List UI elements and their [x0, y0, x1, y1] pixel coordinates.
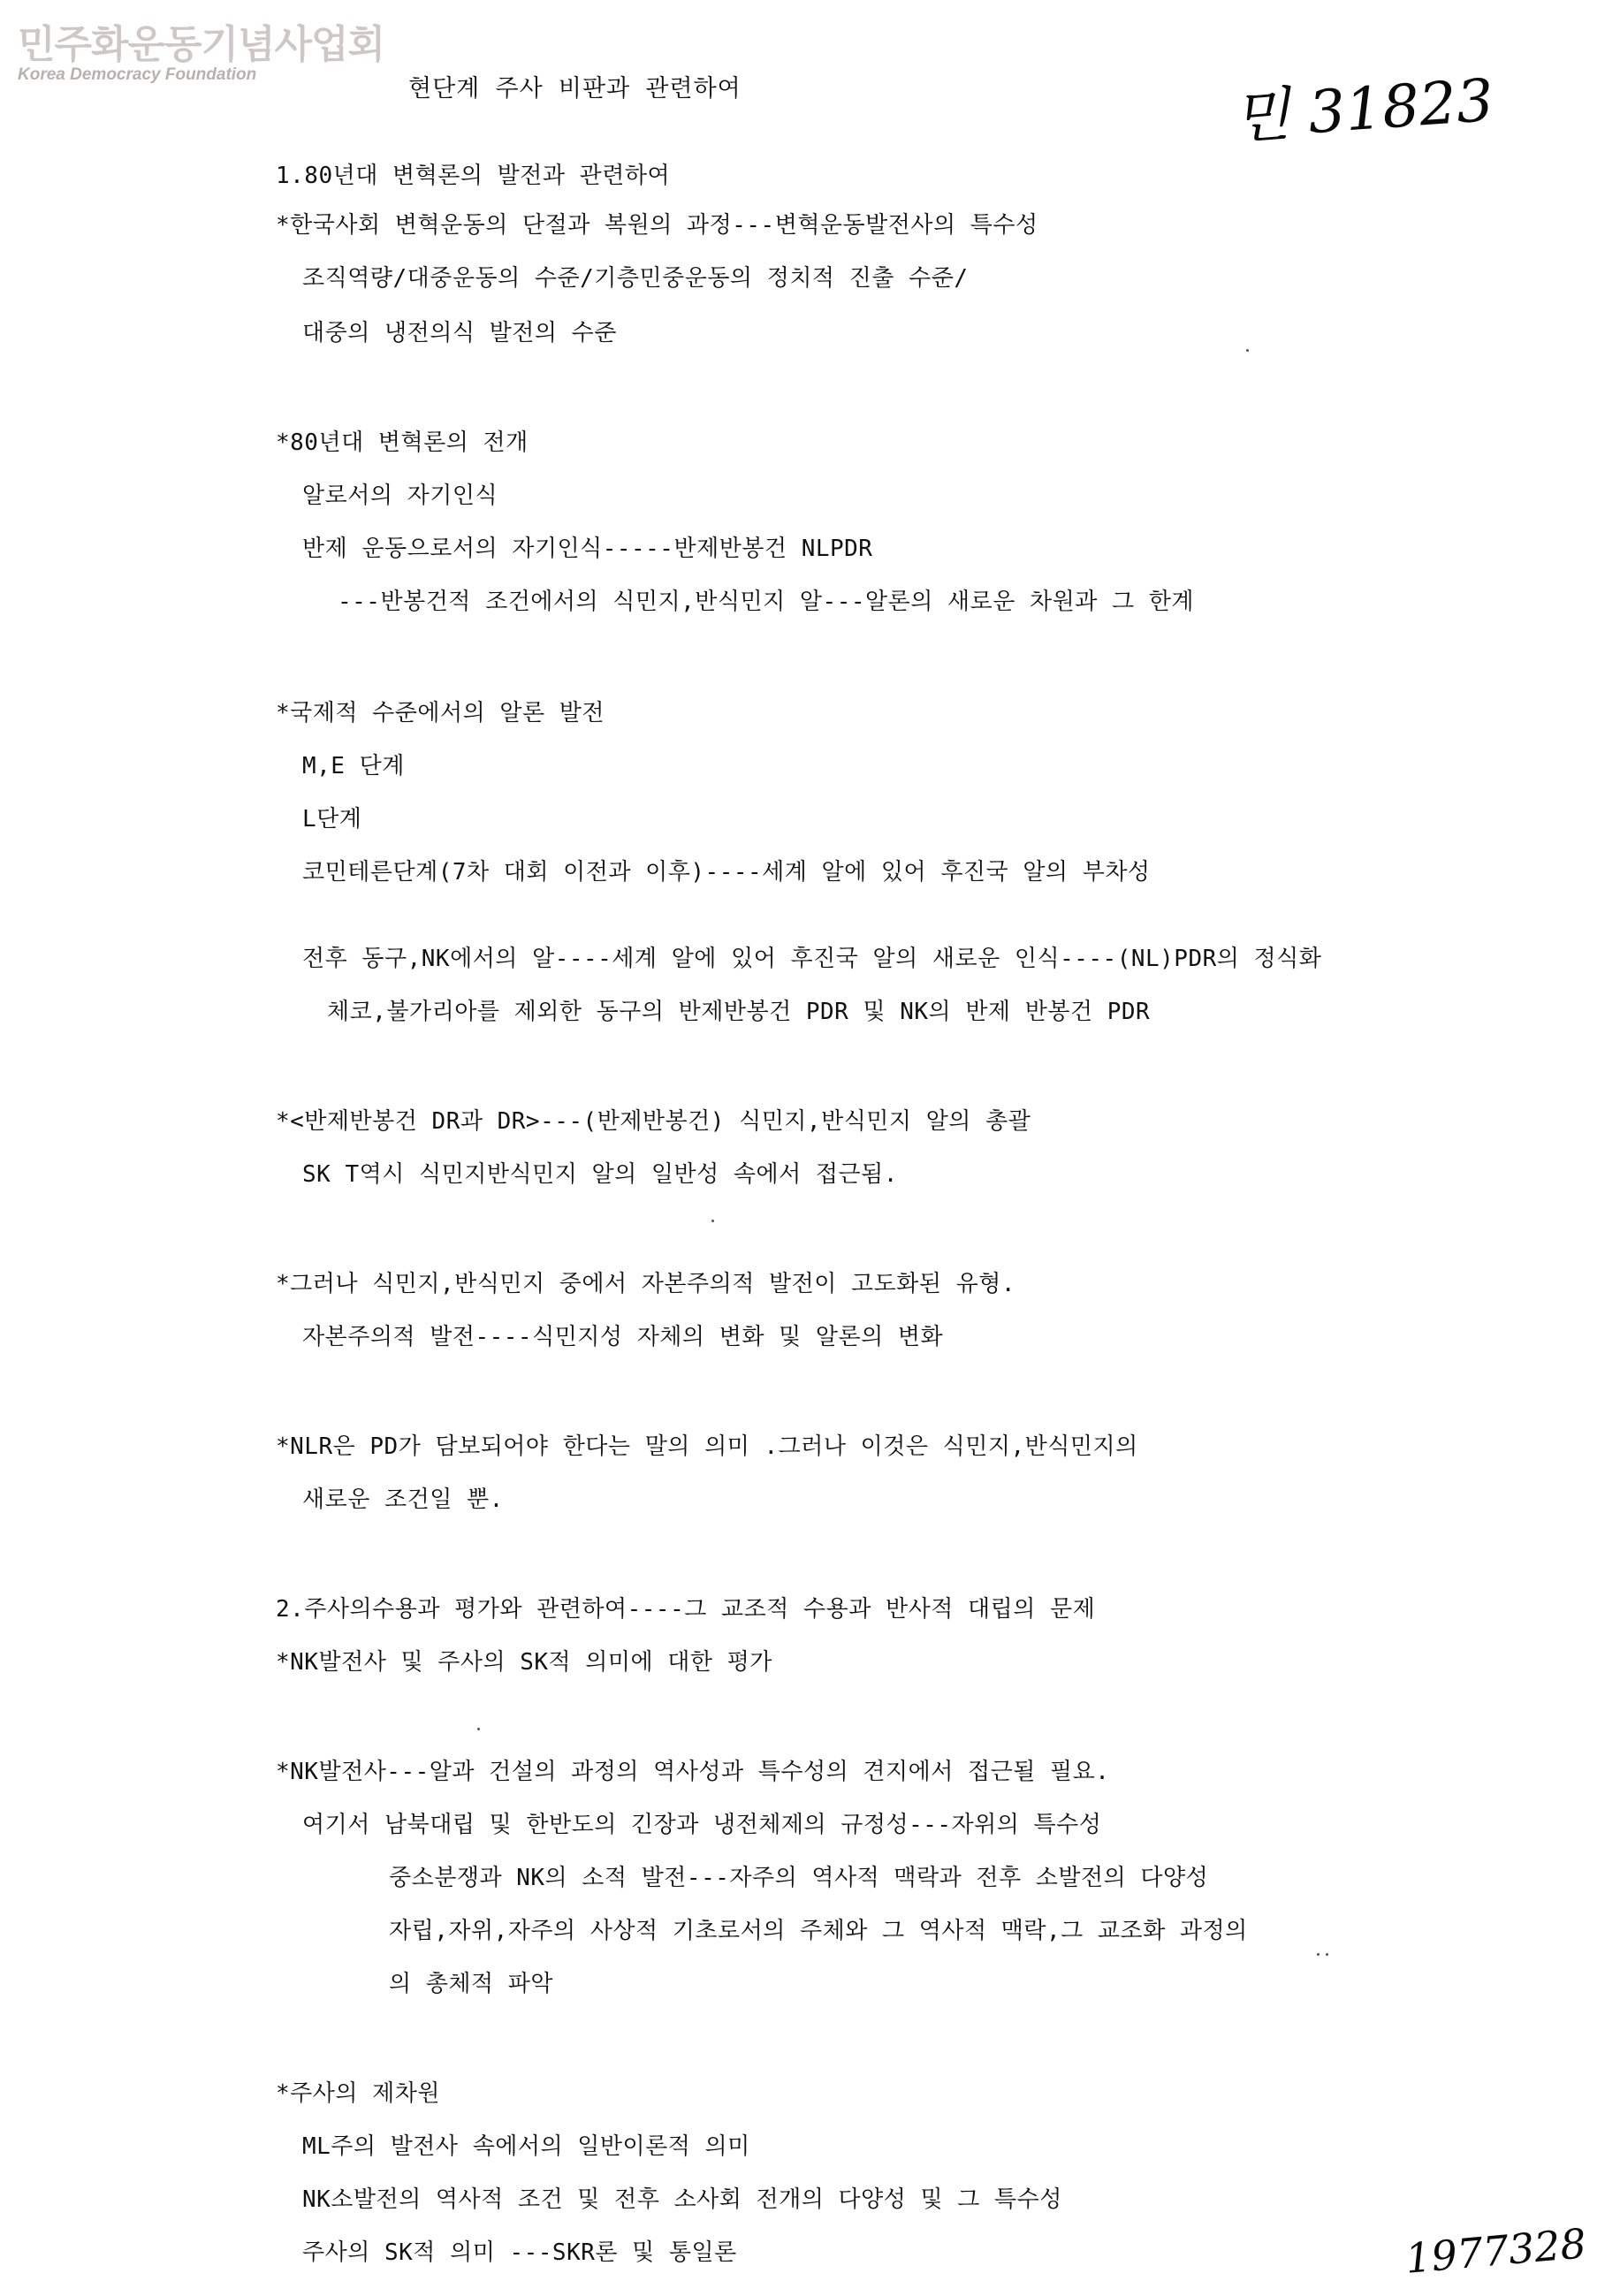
text-line: 자립,자위,자주의 사상적 기초로서의 주체와 그 역사적 맥락,그 교조화 과정의: [389, 1918, 1248, 1944]
text-line: 대중의 냉전의식 발전의 수준: [302, 320, 617, 346]
text-line: *그러나 식민지,반식민지 중에서 자본주의적 발전이 고도화된 유형.: [276, 1271, 1016, 1297]
scan-speck: [477, 1728, 480, 1730]
text-line: 조직역량/대중운동의 수준/기층민중운동의 정치적 진출 수준/: [302, 265, 969, 292]
page-title: 현단계 주사 비판과 관련하여: [408, 75, 742, 103]
text-line: 2.주사의수용과 평가와 관련하여----그 교조적 수용과 반사적 대립의 문제: [276, 1596, 1096, 1623]
text-line: 의 총체적 파악: [389, 1971, 554, 1997]
scan-speck: [711, 1220, 714, 1222]
text-line: NK소발전의 역사적 조건 및 전후 소사회 전개의 다양성 및 그 특수성: [302, 2186, 1062, 2213]
text-line: 반제 운동으로서의 자기인식-----반제반봉건 NLPDR: [302, 536, 873, 562]
text-line: SK T역시 식민지반식민지 알의 일반성 속에서 접근됨.: [302, 1161, 898, 1188]
text-line: 주사의 SK적 의미 ---SKR론 및 통일론: [302, 2239, 737, 2266]
text-line: 새로운 조건일 뿐.: [302, 1486, 504, 1513]
text-line: 여기서 남북대립 및 한반도의 긴장과 냉전체제의 규정성---자위의 특수성: [302, 1812, 1102, 1838]
scan-speck: [1317, 1953, 1320, 1956]
text-line: ---반봉건적 조건에서의 식민지,반식민지 알---알론의 새로운 차원과 그 한계: [338, 589, 1195, 615]
text-line: L단계: [302, 806, 362, 832]
text-line: ML주의 발전사 속에서의 일반이론적 의미: [302, 2133, 750, 2160]
text-line: *국제적 수준에서의 알론 발전: [276, 700, 605, 726]
text-line: *NLR은 PD가 담보되어야 한다는 말의 의미 .그러나 이것은 식민지,반식민지의: [276, 1433, 1138, 1460]
text-line: 중소분쟁과 NK의 소적 발전---자주의 역사적 맥락과 전후 소발전의 다양성: [389, 1865, 1209, 1891]
text-line: 전후 동구,NK에서의 알----세계 알에 있어 후진국 알의 새로운 인식----(NL)PDR의 정식화: [302, 946, 1322, 972]
text-line: *<반제반봉건 DR과 DR>---(반제반봉건) 식민지,반식민지 알의 총괄: [276, 1108, 1031, 1135]
watermark-english: Korea Democracy Foundation: [18, 65, 257, 84]
text-line: 체코,불가리아를 제외한 동구의 반제반봉건 PDR 및 NK의 반제 반봉건 PDR: [327, 999, 1151, 1025]
text-line: M,E 단계: [302, 753, 405, 779]
text-line: *NK발전사---알과 건설의 과정의 역사성과 특수성의 견지에서 접근될 필요.: [276, 1759, 1110, 1785]
watermark-korean: 민주화운동기념사업회: [18, 22, 385, 67]
text-line: *NK발전사 및 주사의 SK적 의미에 대한 평가: [276, 1649, 772, 1676]
handwritten-date: 1977328: [1403, 2219, 1588, 2283]
text-line: 코민테른단계(7차 대회 이전과 이후)----세계 알에 있어 후진국 알의 부차성: [302, 859, 1151, 886]
text-line: *한국사회 변혁운동의 단절과 복원의 과정---변혁운동발전사의 특수성: [276, 212, 1038, 239]
text-line: 자본주의적 발전----식민지성 자체의 변화 및 알론의 변화: [302, 1324, 944, 1350]
text-line: *주사의 제차원: [276, 2080, 441, 2107]
text-line: *80년대 변혁론의 전개: [276, 430, 529, 456]
scan-speck: [1326, 1953, 1328, 1956]
text-line: 1.80년대 변혁론의 발전과 관련하여: [276, 163, 671, 189]
handwritten-doc-number: 민 31823: [1231, 65, 1496, 153]
text-line: 알로서의 자기인식: [302, 483, 498, 509]
scan-speck: [1246, 349, 1249, 352]
watermark: [18, 12, 384, 85]
